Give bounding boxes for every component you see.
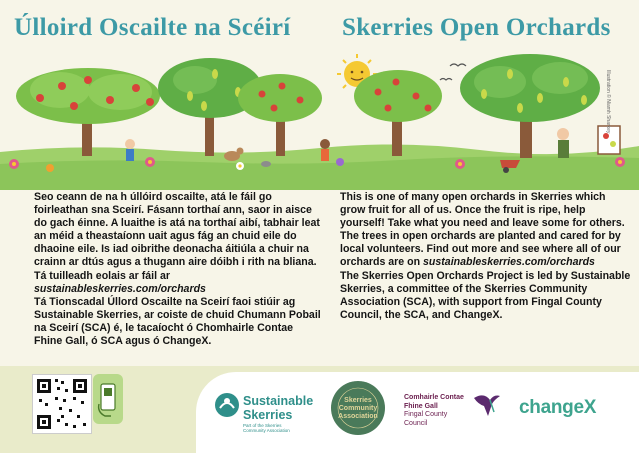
apple-tree-center-right — [354, 70, 442, 156]
irish-paragraph-1 — [34, 191, 324, 296]
phone-scan-icon — [93, 374, 123, 424]
english-orchards-link[interactable]: sustainableskerries.com/orchards — [423, 256, 595, 269]
sca-line3: Association — [338, 413, 378, 420]
fingal-line4: Council — [404, 419, 428, 427]
fingal-line3: Fingal County — [404, 411, 448, 418]
sustainable-skerries-line1: Sustainable — [243, 394, 314, 408]
fingal-line2: Fhine Gall — [404, 402, 438, 410]
irish-text-column — [34, 191, 324, 348]
irish-orchards-link[interactable]: sustainableskerries.com/orchards — [34, 282, 206, 295]
sustainable-skerries-name — [243, 394, 313, 422]
pear-tree-right — [460, 54, 600, 158]
child-figure — [125, 139, 135, 161]
orchard-illustration — [0, 52, 639, 190]
child-figure — [320, 139, 330, 161]
bird-logo-icon — [472, 390, 502, 418]
sustainable-skerries-subtitle: Part of the Skerries Community Association — [243, 423, 290, 433]
apple-tree-center — [238, 74, 322, 156]
title-irish: Úlloird Oscailte na Scéirí — [14, 14, 291, 41]
qr-code[interactable] — [32, 374, 92, 434]
gardener-figure — [557, 128, 569, 158]
bird-feeder-icon — [261, 161, 271, 167]
sustainable-skerries-logo-icon — [214, 392, 240, 418]
fingal-line1: Comhairle Contae — [404, 394, 464, 401]
changex-logo: changeX — [519, 397, 597, 418]
english-paragraph-2: The Skerries Open Orchards Project is led by Sustainable Skerries, a committee of the Skerries Community Association (SCA), with support from Fingal County Council, the SCA, and ChangeX. — [340, 269, 631, 321]
irish-paragraph-1-text: Seo ceann de na h úllóird oscailte, atá le fáil go foirleathan sna Sceirí. Fásann torthaí ann, saor in aisce do gach éinne. A luaithe is atá na torthaí aibí, tabhair leat an méid a theastaíonn uait agus fág an chuid eile do dhaoine eile. Is iad oibrithe deonacha áitiúla a chuir na crainn ar dtús agus a thugann aire dóibh i rith na bliana. Tá tuilleadh eolais ar fáil ar — [34, 191, 320, 282]
sca-line1: Skerries — [344, 397, 372, 404]
illustration-credit: Illustration © Niamh Sharkey — [605, 70, 611, 134]
irish-paragraph-2: Tá Tionscadal Úllord Oscailte na Sceirí faoi stiúir ag Sustainable Skerries, ar coiste de chuid Chumann Pobail na Sceirí (SCA) é, le tacaíocht ó Chomhairle Contae Fhine Gall, ó SCA agus ó ChangeX. — [34, 295, 321, 348]
sustainable-skerries-line2: Skerries — [243, 408, 293, 422]
english-paragraph-1-text: This is one of many open orchards in Skerries which grow fruit for all of us. Once the fruit is ripe, help yourself! Take what you need and leave some for others. The trees in open orchards are planted and cared for by local volunteers. Find out more and see where all of our orchards are on — [340, 191, 625, 269]
apple-tree-left — [16, 68, 160, 156]
sca-line2: Community — [338, 405, 378, 412]
sca-logo — [330, 380, 386, 436]
english-paragraph-1 — [340, 191, 632, 270]
english-text-column — [340, 191, 632, 322]
title-english: Skerries Open Orchards — [342, 14, 611, 41]
fingal-county-council-logo — [404, 394, 464, 428]
